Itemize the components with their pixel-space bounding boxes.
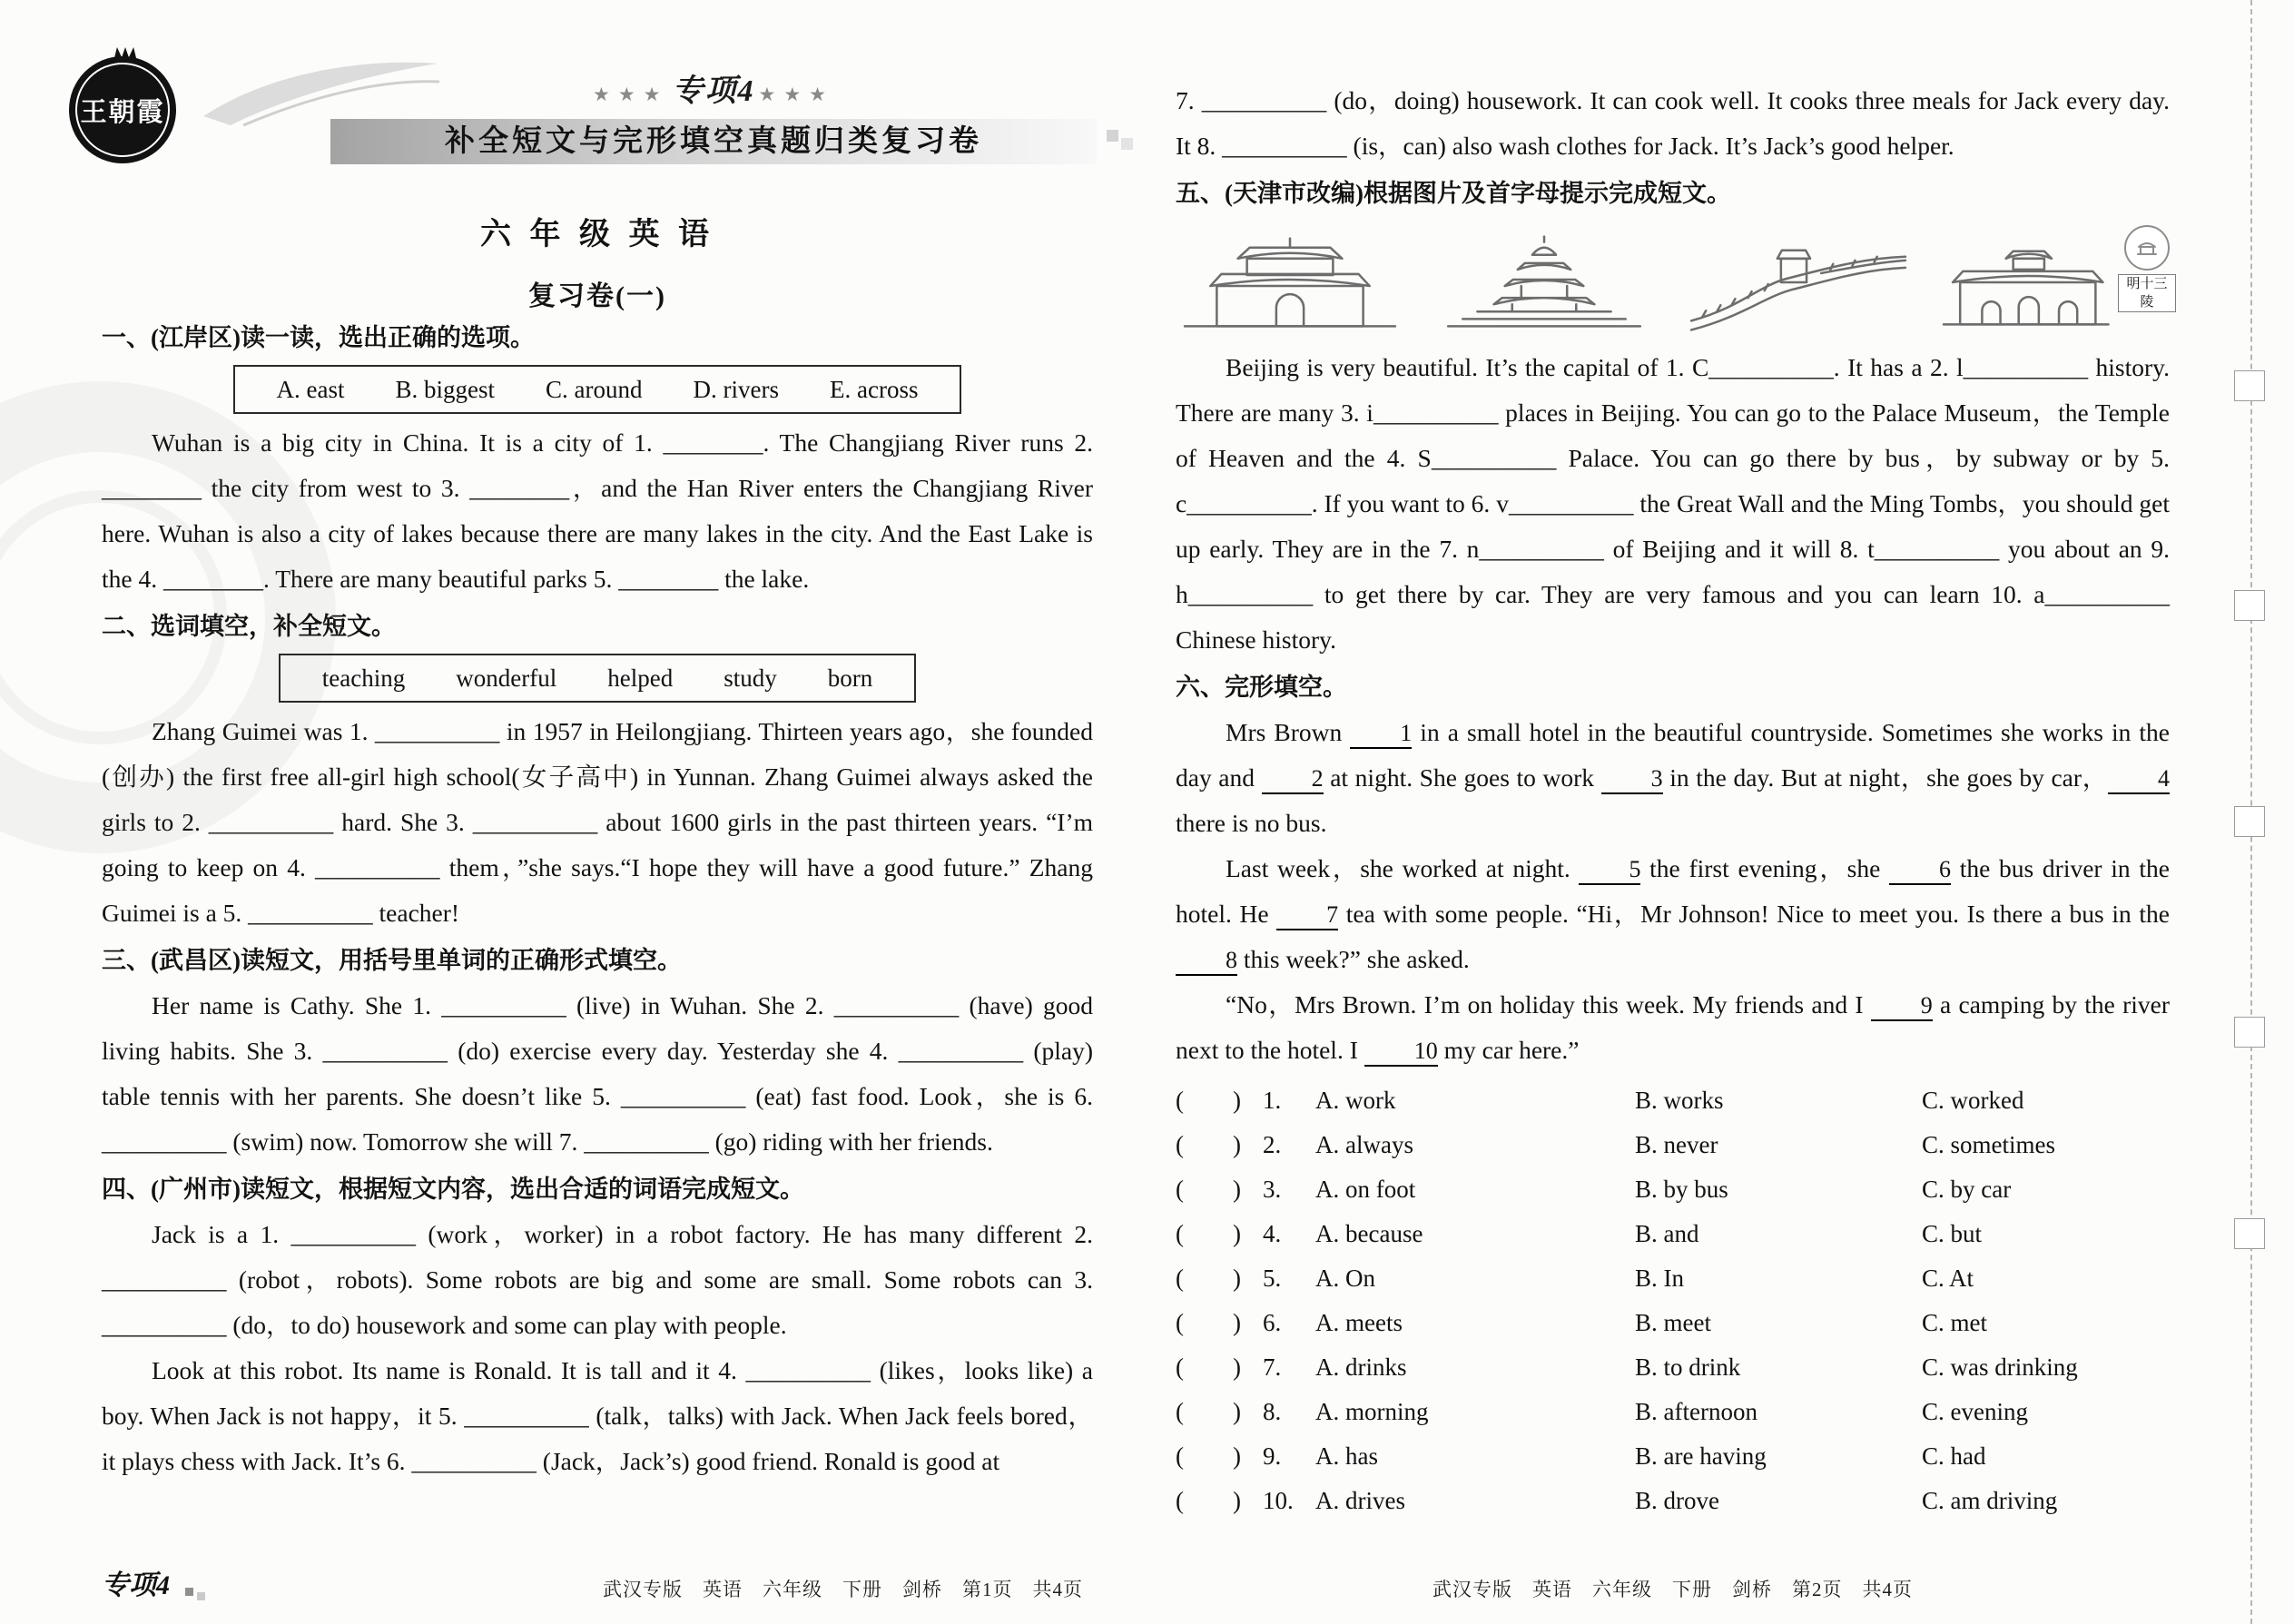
- page-2: [1147, 0, 2294, 1624]
- wordbank-option: wonderful: [456, 664, 557, 692]
- cloze-paragraph-3: “No，Mrs Brown. I’m on holiday this week. My friends and I 9 a camping by the river next to the hotel. I 10 my car here.”: [1176, 982, 2170, 1073]
- footer-topic-badge: 专项4: [102, 1562, 201, 1602]
- option-b: B. are having: [1635, 1442, 1767, 1470]
- option-c: C. sometimes: [1922, 1131, 2055, 1158]
- seal-icon: [2124, 225, 2170, 271]
- palace-gate-image: [1176, 225, 1404, 336]
- section-5-heading: 五、(天津市改编)根据图片及首字母提示完成短文。: [1176, 180, 1731, 207]
- choice-row: [1176, 1301, 2170, 1345]
- option-a: A. on foot: [1315, 1176, 1416, 1203]
- wordbank-option: study: [724, 664, 777, 692]
- section-6-heading: 六、完形填空。: [1176, 674, 1347, 701]
- ming-tombs-label: 明十三陵: [2118, 274, 2176, 312]
- passage-wuhan: Wuhan is a big city in China. It is a city of 1. ________. The Changjiang River runs 2. ________ the city from west to 3. ________，and the Han River enters the Changjiang River here. Wuhan is also a city of lakes because there are many lakes in the city. And the East Lake is the 4. ________. There are many beautiful parks 5. ________ the lake.: [102, 428, 1093, 593]
- paper-title-text: 补全短文与完形填空真题归类复习卷: [445, 125, 982, 158]
- page-1-footer-info: 武汉专版 英语 六年级 下册 剑桥 第1页 共4页: [603, 1579, 1083, 1600]
- option-a: A. morning: [1315, 1398, 1429, 1425]
- page-2-footer-info: 武汉专版 英语 六年级 下册 剑桥 第2页 共4页: [1433, 1579, 1913, 1600]
- binding-marker: [2234, 1218, 2265, 1249]
- option-c: C. am driving: [1922, 1487, 2058, 1514]
- cloze-paragraph-1: Mrs Brown 1 in a small hotel in the beautiful countryside. Sometimes she works in the day and 2 at night. She goes to work 3 in the day. But at night，she goes by car， 4 there is no bus.: [1176, 718, 2170, 837]
- option-c: C. was drinking: [1922, 1353, 2078, 1381]
- page-header: [80, 60, 1093, 198]
- great-wall-image: [1684, 225, 1913, 336]
- beijing-landmark-images: [1176, 225, 2170, 336]
- section-6: [1176, 664, 2170, 1523]
- binding-marker: [2234, 806, 2265, 837]
- option-a: A. work: [1315, 1087, 1396, 1114]
- option-b: B. afternoon: [1635, 1398, 1757, 1425]
- answer-paren: ( ): [1176, 1309, 1241, 1336]
- temple-of-heaven-image: [1430, 225, 1659, 336]
- stars-left: ★★★: [593, 84, 669, 105]
- section-1-heading: 一、(江岸区)读一读，选出正确的选项。: [102, 324, 535, 351]
- binding-marker: [2234, 1017, 2265, 1048]
- ming-tombs-image: [1938, 225, 2167, 336]
- option-b: B. and: [1635, 1220, 1699, 1247]
- choice-number: 1.: [1263, 1087, 1282, 1114]
- option-c: C. met: [1922, 1309, 1987, 1336]
- cloze-choices: [1176, 1078, 2170, 1523]
- section-3: [102, 938, 1093, 1165]
- option-a: A. meets: [1315, 1309, 1403, 1336]
- answer-paren: ( ): [1176, 1442, 1241, 1470]
- choice-number: 10.: [1263, 1487, 1294, 1514]
- option-a: A. always: [1315, 1131, 1413, 1158]
- choice-number: 9.: [1263, 1442, 1282, 1470]
- section-4: [102, 1166, 1093, 1484]
- passage-cathy: Her name is Cathy. She 1. __________ (live) in Wuhan. She 2. __________ (have) good living habits. She 3. __________ (do) exercise every day. Yesterday she 4. __________ (play) table tennis with her parents. She doesn’t like 5. __________ (eat) fast food. Look，she is 6. __________ (swim) now. Tomorrow she will 7. __________ (go) riding with her friends.: [102, 991, 1093, 1156]
- page-1-footer: [102, 1562, 1083, 1602]
- choice-number: 6.: [1263, 1309, 1282, 1336]
- option-b: B. drove: [1635, 1487, 1719, 1514]
- paper-title: [330, 119, 1097, 164]
- choice-row: [1176, 1167, 2170, 1212]
- section-2-heading: 二、选词填空，补全短文。: [102, 613, 396, 640]
- answer-paren: ( ): [1176, 1087, 1241, 1114]
- stars-right: ★★★: [758, 84, 834, 105]
- wordbank-option: helped: [607, 664, 674, 692]
- passage-jack-robot-continued: 7. __________ (do，doing) housework. It can cook well. It cooks three meals for Jack every day. It 8. __________ (is，can) also wash clothes for Jack. It’s Jack’s good helper.: [1176, 86, 2170, 160]
- choice-row: [1176, 1390, 2170, 1434]
- option-c: C. At: [1922, 1265, 1974, 1292]
- option-a: A. has: [1315, 1442, 1378, 1470]
- choice-row: [1176, 1434, 2170, 1479]
- option-b: B. to drink: [1635, 1353, 1741, 1381]
- option-c: C. worked: [1922, 1087, 2024, 1114]
- option-c: C. evening: [1922, 1398, 2028, 1425]
- grade-subject: 六 年 级 英 语: [480, 218, 714, 251]
- section-2: [102, 604, 1093, 936]
- option-c: C. but: [1922, 1220, 1983, 1247]
- topic-badge-number: 专项4: [672, 74, 755, 108]
- wordbank-option: E. across: [830, 376, 919, 403]
- page-2-footer: [1176, 1575, 2170, 1602]
- cloze-paragraph-2: Last week，she worked at night. 5 the first evening，she 6 the bus driver in the hotel. He 7 tea with some people. “Hi，Mr Johnson! Nice to meet you. Is there a bus in the 8 this week?” she asked.: [1176, 846, 2170, 982]
- passage-beijing: Beijing is very beautiful. It’s the capital of 1. C__________. It has a 2. l__________ history. There are many 3. i__________ places in Beijing. You can go to the Palace Museum，the Temple of Heaven and the 4. S__________ Palace. You can go there by bus，by subway or by 5. c__________. If you want to 6. v__________ the Great Wall and the Ming Tombs，you should get up early. They are in the 7. n__________ of Beijing and it will 8. t__________ you about an 9. h__________ to get there by car. They are very famous and you can learn 10. a__________ Chinese history.: [1176, 353, 2170, 654]
- answer-paren: ( ): [1176, 1353, 1241, 1381]
- section-3-heading: 三、(武昌区)读短文，用括号里单词的正确形式填空。: [102, 947, 682, 974]
- choice-number: 3.: [1263, 1176, 1282, 1203]
- choice-number: 8.: [1263, 1398, 1282, 1425]
- option-a: A. On: [1315, 1265, 1375, 1292]
- section-2-wordbank: [279, 654, 916, 703]
- option-a: A. drinks: [1315, 1353, 1407, 1381]
- answer-paren: ( ): [1176, 1398, 1241, 1425]
- ming-tombs-stamp: [2118, 225, 2176, 312]
- brand-logo-text: 王朝霞: [80, 97, 165, 127]
- passage-jack-robot-2: Look at this robot. Its name is Ronald. It is tall and it 4. __________ (likes，looks like) a boy. When Jack is not happy，it 5. __________ (talk，talks) with Jack. When Jack feels bored，it plays chess with Jack. It’s 6. __________ (Jack，Jack’s) good friend. Ronald is good at: [102, 1356, 1093, 1475]
- wordbank-option: D. rivers: [693, 376, 779, 403]
- brand-logo: [69, 56, 182, 169]
- choice-number: 2.: [1263, 1131, 1282, 1158]
- choice-row: [1176, 1479, 2170, 1523]
- option-a: A. because: [1315, 1220, 1423, 1247]
- choice-number: 7.: [1263, 1353, 1282, 1381]
- passage-zhang-guimei: Zhang Guimei was 1. __________ in 1957 in Heilongjiang. Thirteen years ago，she founded (创办) the first free all-girl high school(女子高中) in Yunnan. Zhang Guimei always asked the girls to 2. __________ hard. She 3. __________ about 1600 girls in the past thirteen years. “I’m going to keep on 4. __________ them，”she says.“I hope they will have a good future.” Zhang Guimei is a 5. __________ teacher!: [102, 717, 1093, 927]
- brand-logo-ring: [69, 56, 176, 163]
- answer-paren: ( ): [1176, 1176, 1241, 1203]
- option-c: C. had: [1922, 1442, 1986, 1470]
- option-b: B. works: [1635, 1087, 1724, 1114]
- section-1-wordbank: [233, 365, 962, 414]
- answer-paren: ( ): [1176, 1131, 1241, 1158]
- binding-marker: [2234, 370, 2265, 401]
- choice-number: 4.: [1263, 1220, 1282, 1247]
- paper-subtitle: 复习卷(一): [528, 281, 666, 311]
- choice-row: [1176, 1256, 2170, 1301]
- passage-jack-robot-1: Jack is a 1. __________ (work，worker) in a robot factory. He has many different 2. __________ (robot，robots). Some robots are big and some are small. Some robots can 3. __________ (do，to do) housework and some can play with people.: [102, 1220, 1093, 1339]
- option-c: C. by car: [1922, 1176, 2012, 1203]
- answer-paren: ( ): [1176, 1220, 1241, 1247]
- section-4-heading: 四、(广州市)读短文，根据短文内容，选出合适的词语完成短文。: [102, 1176, 804, 1203]
- option-b: B. meet: [1635, 1309, 1711, 1336]
- answer-paren: ( ): [1176, 1265, 1241, 1292]
- wordbank-option: B. biggest: [395, 376, 496, 403]
- wordbank-option: A. east: [276, 376, 345, 403]
- header-title-block: [330, 65, 1097, 164]
- topic-badge: [330, 65, 1097, 110]
- option-a: A. drives: [1315, 1487, 1405, 1514]
- option-b: B. by bus: [1635, 1176, 1728, 1203]
- wordbank-option: C. around: [546, 376, 643, 403]
- choice-row: [1176, 1078, 2170, 1123]
- wordbank-option: born: [827, 664, 873, 692]
- wordbank-option: teaching: [321, 664, 406, 692]
- section-1: [102, 315, 1093, 602]
- answer-paren: ( ): [1176, 1487, 1241, 1514]
- choice-row: [1176, 1123, 2170, 1167]
- choice-row: [1176, 1212, 2170, 1256]
- option-b: B. In: [1635, 1265, 1684, 1292]
- choice-row: [1176, 1345, 2170, 1390]
- section-5: [1176, 171, 2170, 663]
- choice-number: 5.: [1263, 1265, 1282, 1292]
- binding-marker: [2234, 590, 2265, 621]
- option-b: B. never: [1635, 1131, 1718, 1158]
